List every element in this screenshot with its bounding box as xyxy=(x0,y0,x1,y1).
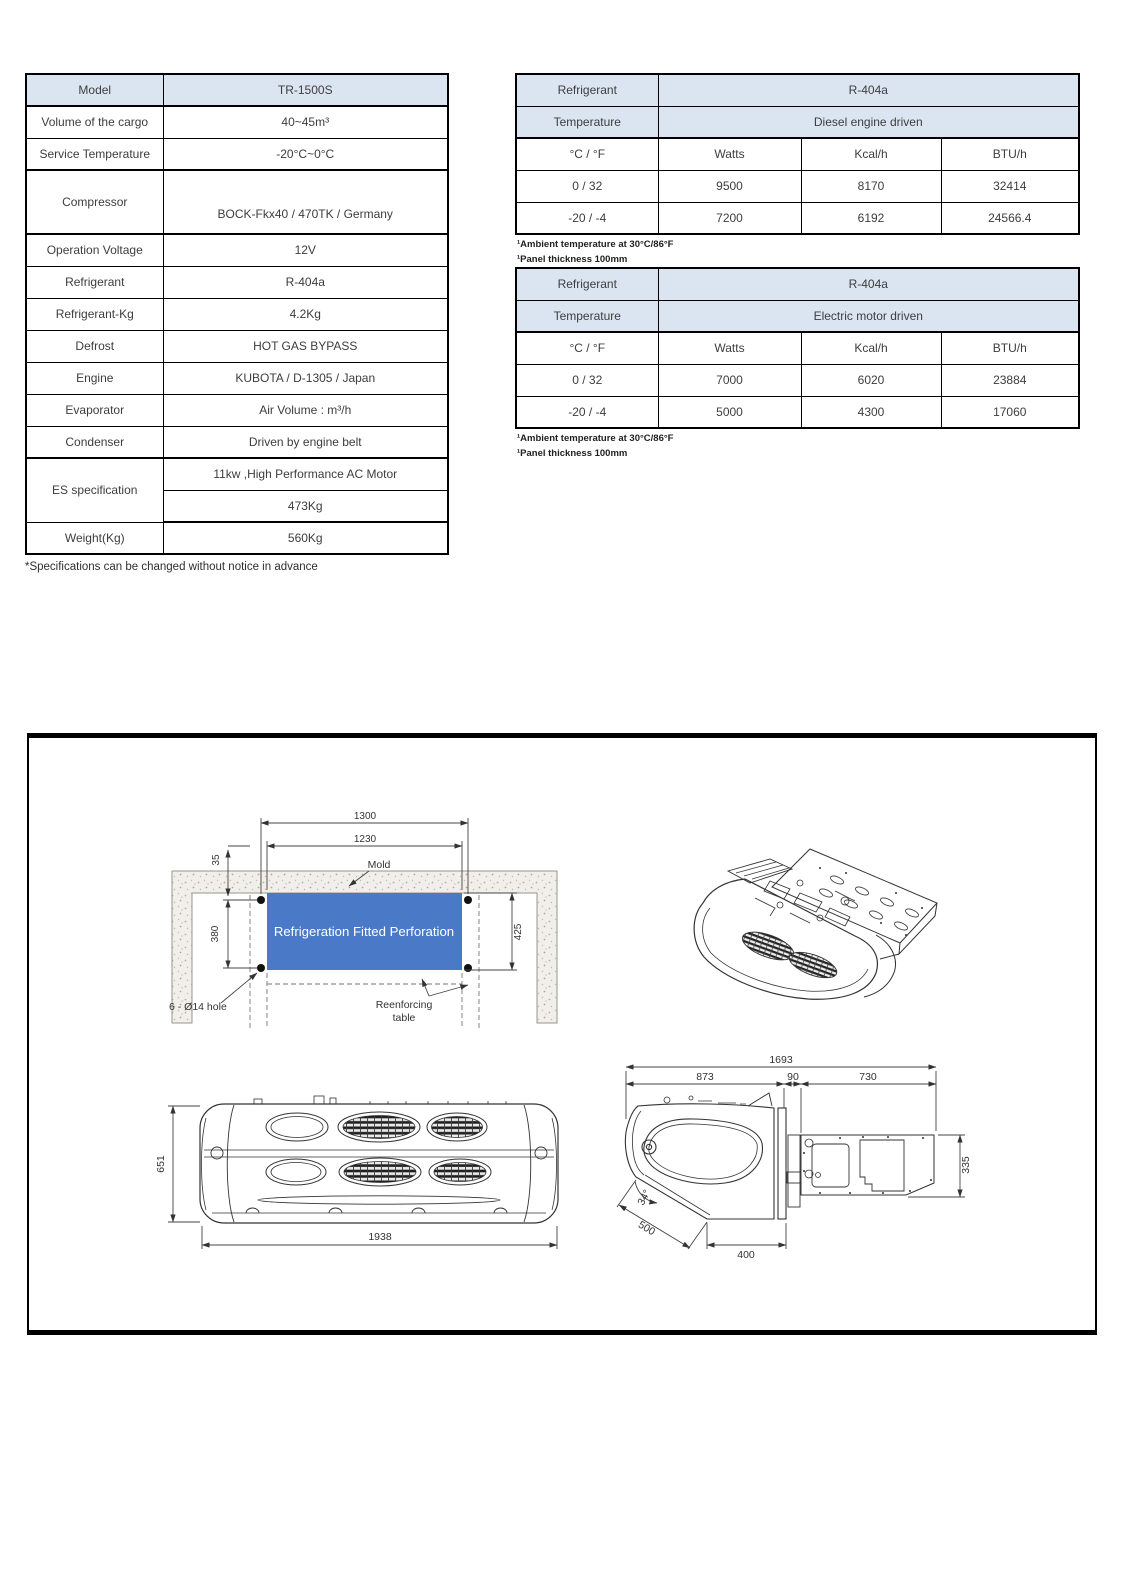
spec-value-es-top: 11kw ,High Performance AC Motor xyxy=(163,458,448,490)
cell-temp: 0 / 32 xyxy=(516,170,658,202)
cell-temp: -20 / -4 xyxy=(516,396,658,428)
cell-btu: 23884 xyxy=(941,364,1079,396)
temperature-label: Temperature xyxy=(516,106,658,138)
table-row xyxy=(516,364,1079,396)
cell-watts: 9500 xyxy=(658,170,801,202)
temperature-label: Temperature xyxy=(516,300,658,332)
dimension-lines xyxy=(617,1067,965,1249)
spec-label-voltage: Operation Voltage xyxy=(26,234,163,266)
table-row xyxy=(516,170,1079,202)
col-header-btu: BTU/h xyxy=(941,332,1079,364)
dim-425: 425 xyxy=(513,923,524,941)
grille-openings xyxy=(258,1112,500,1204)
table-row xyxy=(516,202,1079,234)
cell-temp: 0 / 32 xyxy=(516,364,658,396)
reinforcing-label-1: Reenforcing xyxy=(375,999,433,1011)
spec-value-engine: KUBOTA / D-1305 / Japan xyxy=(163,362,448,394)
dim-400: 400 xyxy=(737,1249,755,1261)
cell-btu: 24566.4 xyxy=(941,202,1079,234)
col-header-watts: Watts xyxy=(658,138,801,170)
spec-footnote: *Specifications can be changed without notice in advance xyxy=(25,561,318,573)
spec-value-defrost: HOT GAS BYPASS xyxy=(163,330,448,362)
spec-table xyxy=(25,73,449,555)
refrigerant-value: R-404a xyxy=(658,268,1079,300)
drive-type: Diesel engine driven xyxy=(658,106,1079,138)
spec-label-es: ES specification xyxy=(26,458,163,522)
side-view-drawing xyxy=(588,1031,995,1273)
dimension-labels xyxy=(635,1054,972,1261)
spec-label-refrigerant-kg: Refrigerant-Kg xyxy=(26,298,163,330)
mold-label: Mold xyxy=(367,859,391,871)
col-header-temp: °C / °F xyxy=(516,138,658,170)
spec-value-refrigerant: R-404a xyxy=(163,266,448,298)
spec-value-compressor: BOCK-Fkx40 / 470TK / Germany xyxy=(163,170,448,234)
spec-label-condenser: Condenser xyxy=(26,426,163,458)
dim-380: 380 xyxy=(210,925,221,943)
spec-value-weight: 560Kg xyxy=(163,522,448,554)
reinforcing-label-2: table xyxy=(392,1012,416,1024)
cell-kcal: 6020 xyxy=(801,364,941,396)
cell-btu: 17060 xyxy=(941,396,1079,428)
dim-angle-34: 34° xyxy=(635,1187,654,1208)
dim-1938: 1938 xyxy=(368,1231,392,1243)
front-view-drawing xyxy=(140,1061,587,1259)
note-panel: ¹Panel thickness 100mm xyxy=(517,254,628,265)
reinforcing-leader-1 xyxy=(422,979,429,996)
refrigerant-value: R-404a xyxy=(658,74,1079,106)
spec-label-volume: Volume of the cargo xyxy=(26,106,163,138)
mounting-bracket xyxy=(801,1135,934,1195)
drive-type: Electric motor driven xyxy=(658,300,1079,332)
cell-temp: -20 / -4 xyxy=(516,202,658,234)
hole-label: 6 - Ø14 hole xyxy=(169,1001,227,1013)
capacity-notes-electric xyxy=(517,431,673,461)
col-header-kcal: Kcal/h xyxy=(801,332,941,364)
spec-value-evaporator: Air Volume : m³/h xyxy=(163,394,448,426)
cell-btu: 32414 xyxy=(941,170,1079,202)
bracket-holes xyxy=(803,1136,932,1194)
spec-value-refrigerant-kg: 4.2Kg xyxy=(163,298,448,330)
drawing-box xyxy=(27,733,1097,1335)
dim-1230: 1230 xyxy=(353,834,377,845)
cell-watts: 7200 xyxy=(658,202,801,234)
spec-header-value: TR-1500S xyxy=(163,74,448,106)
perforation-drawing xyxy=(157,788,577,1053)
col-header-watts: Watts xyxy=(658,332,801,364)
cell-watts: 5000 xyxy=(658,396,801,428)
perforation-panel-label: Refrigeration Fitted Perforation xyxy=(273,924,455,939)
spec-header-label: Model xyxy=(26,74,163,106)
dim-1693: 1693 xyxy=(769,1054,793,1066)
plate-holes xyxy=(818,874,919,932)
refrigerant-label: Refrigerant xyxy=(516,74,658,106)
spec-value-service-temp: -20°C~0°C xyxy=(163,138,448,170)
machinery-detail xyxy=(755,880,855,926)
dim-730: 730 xyxy=(859,1071,877,1083)
spec-label-service-temp: Service Temperature xyxy=(26,138,163,170)
spec-value-volume: 40~45m³ xyxy=(163,106,448,138)
isometric-view-drawing xyxy=(650,813,972,1051)
spec-label-compressor: Compressor xyxy=(26,170,163,234)
spec-label-refrigerant: Refrigerant xyxy=(26,266,163,298)
dim-873: 873 xyxy=(696,1071,714,1083)
grille-icon xyxy=(739,926,797,965)
spec-label-engine: Engine xyxy=(26,362,163,394)
spec-value-es-bottom: 473Kg xyxy=(163,490,448,522)
capacity-table-diesel xyxy=(515,73,1080,235)
cell-kcal: 4300 xyxy=(801,396,941,428)
cell-kcal: 8170 xyxy=(801,170,941,202)
dim-500: 500 xyxy=(635,1218,658,1239)
isometric-unit xyxy=(694,849,937,999)
col-header-kcal: Kcal/h xyxy=(801,138,941,170)
note-panel: ¹Panel thickness 100mm xyxy=(517,448,628,459)
spec-value-voltage: 12V xyxy=(163,234,448,266)
unit-side-outline xyxy=(625,1093,801,1219)
note-ambient: ¹Ambient temperature at 30°C/86°F xyxy=(517,239,674,250)
table-row xyxy=(516,396,1079,428)
col-header-btu: BTU/h xyxy=(941,138,1079,170)
dim-90: 90 xyxy=(787,1071,799,1083)
dim-1300: 1300 xyxy=(353,811,377,822)
dim-651: 651 xyxy=(155,1155,167,1173)
dim-335: 335 xyxy=(960,1156,972,1174)
capacity-table-electric xyxy=(515,267,1080,429)
refrigerant-label: Refrigerant xyxy=(516,268,658,300)
cell-kcal: 6192 xyxy=(801,202,941,234)
spec-value-condenser: Driven by engine belt xyxy=(163,426,448,458)
col-header-temp: °C / °F xyxy=(516,332,658,364)
spec-label-evaporator: Evaporator xyxy=(26,394,163,426)
grille-icon xyxy=(786,947,840,983)
dim-35: 35 xyxy=(211,854,222,866)
note-ambient: ¹Ambient temperature at 30°C/86°F xyxy=(517,433,674,444)
cell-watts: 7000 xyxy=(658,364,801,396)
hole-leader xyxy=(221,973,257,1003)
spec-label-weight: Weight(Kg) xyxy=(26,522,163,554)
capacity-notes-diesel xyxy=(517,237,673,267)
spec-label-defrost: Defrost xyxy=(26,330,163,362)
